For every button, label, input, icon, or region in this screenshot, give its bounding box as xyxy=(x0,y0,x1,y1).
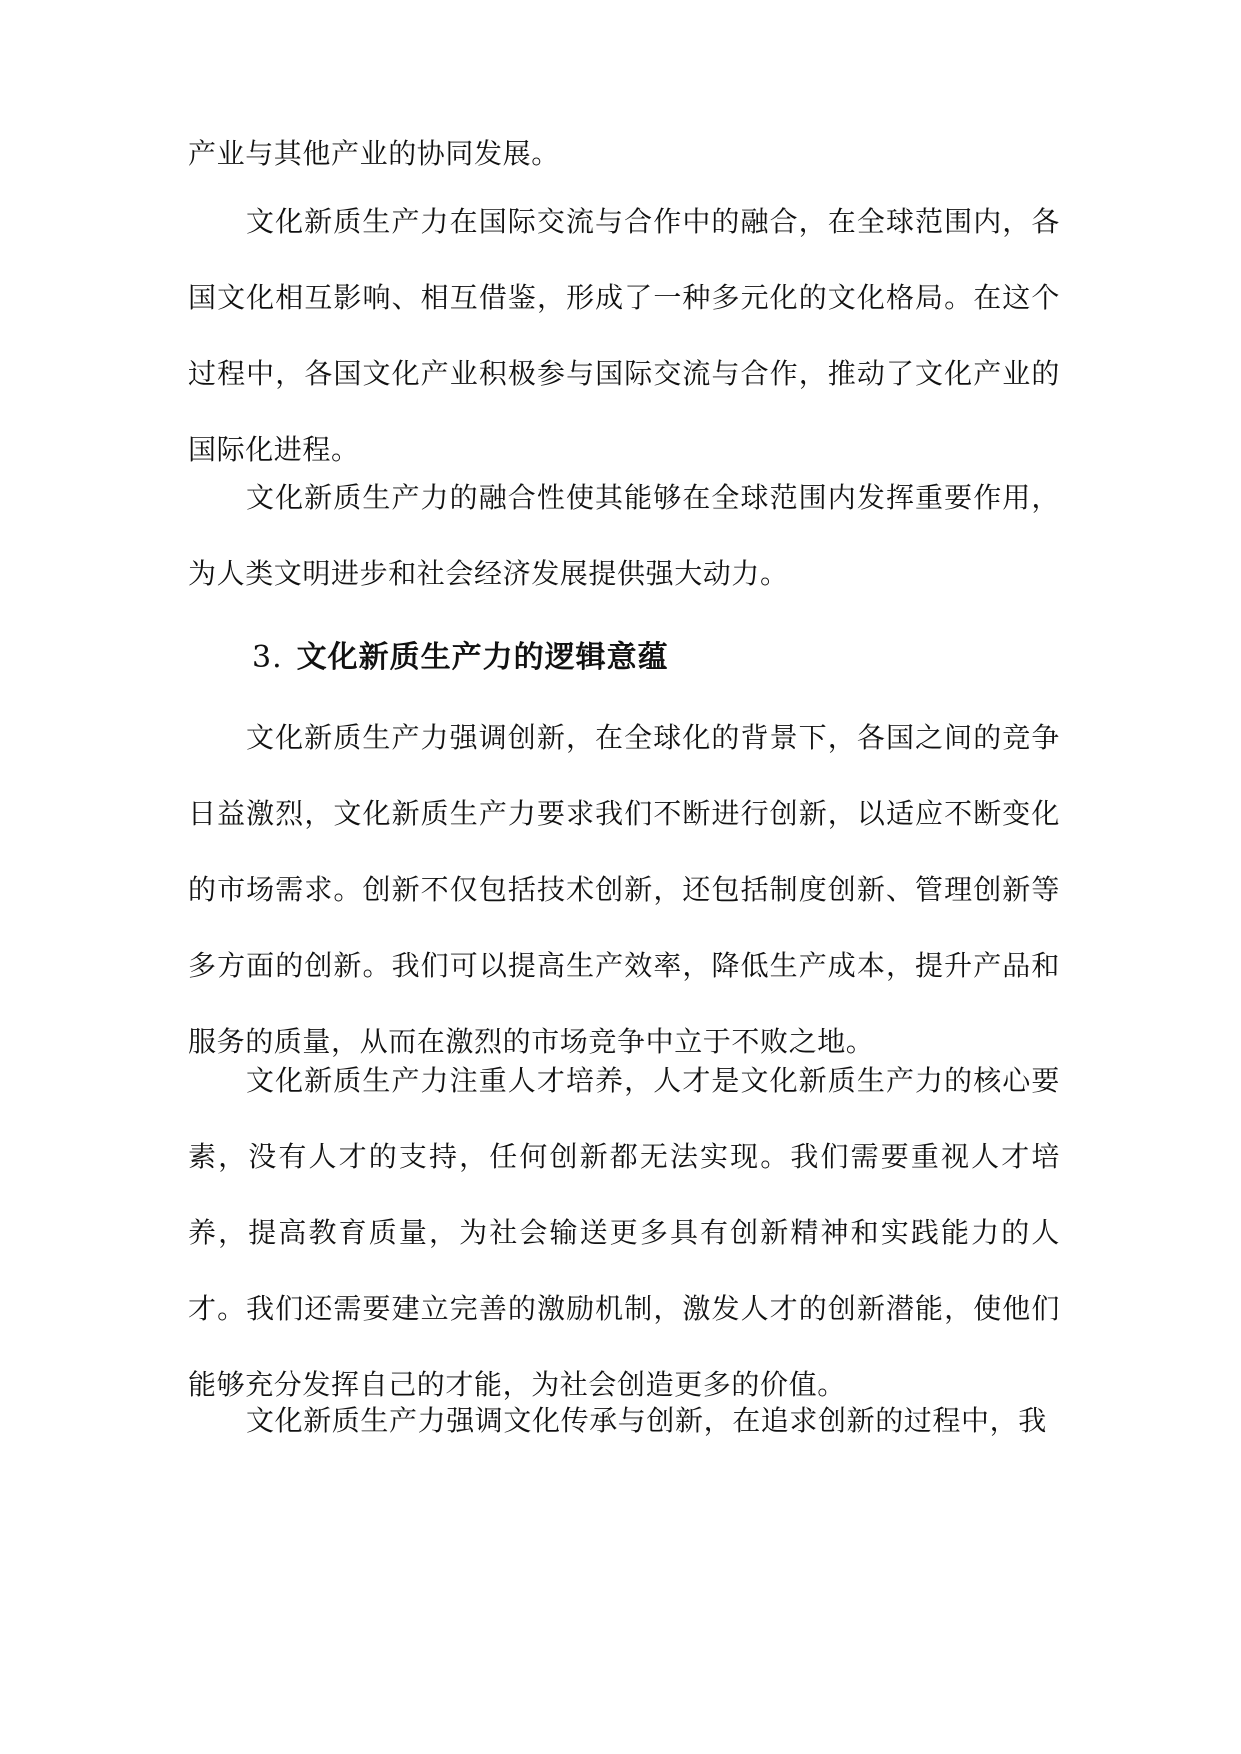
paragraph-international-integration: 文化新质生产力在国际交流与合作中的融合，在全球范围内，各国文化相互影响、相互借鉴，形成了一种多元化的文化格局。在这个过程中，各国文化产业积极参与国际交流与合作，推动了文化产业的国际化进程。 xyxy=(188,205,1060,466)
section-title: 文化新质生产力的逻辑意蕴 xyxy=(296,640,669,675)
paragraph-integration-role: 文化新质生产力的融合性使其能够在全球范围内发挥重要作用，为人类文明进步和社会经济发展提供强大动力。 xyxy=(188,481,1060,590)
section-heading xyxy=(252,628,669,688)
paragraph-heritage: 文化新质生产力强调文化传承与创新，在追求创新的过程中，我 xyxy=(246,1404,1047,1437)
section-number: 3. xyxy=(252,640,283,675)
paragraph-innovation: 文化新质生产力强调创新，在全球化的背景下，各国之间的竞争日益激烈，文化新质生产力要求我们不断进行创新，以适应不断变化的市场需求。创新不仅包括技术创新，还包括制度创新、管理创新等多方面的创新。我们可以提高生产效率，降低生产成本，提升产品和服务的质量，从而在激烈的市场竞争中立于不败之地。 xyxy=(188,721,1060,1058)
paragraph-continuation: 产业与其他产业的协同发展。 xyxy=(188,137,560,170)
paragraph-talent: 文化新质生产力注重人才培养，人才是文化新质生产力的核心要素，没有人才的支持，任何创新都无法实现。我们需要重视人才培养，提高教育质量，为社会输送更多具有创新精神和实践能力的人才。我们还需要建立完善的激励机制，激发人才的创新潜能，使他们能够充分发挥自己的才能，为社会创造更多的价值。 xyxy=(188,1064,1060,1401)
